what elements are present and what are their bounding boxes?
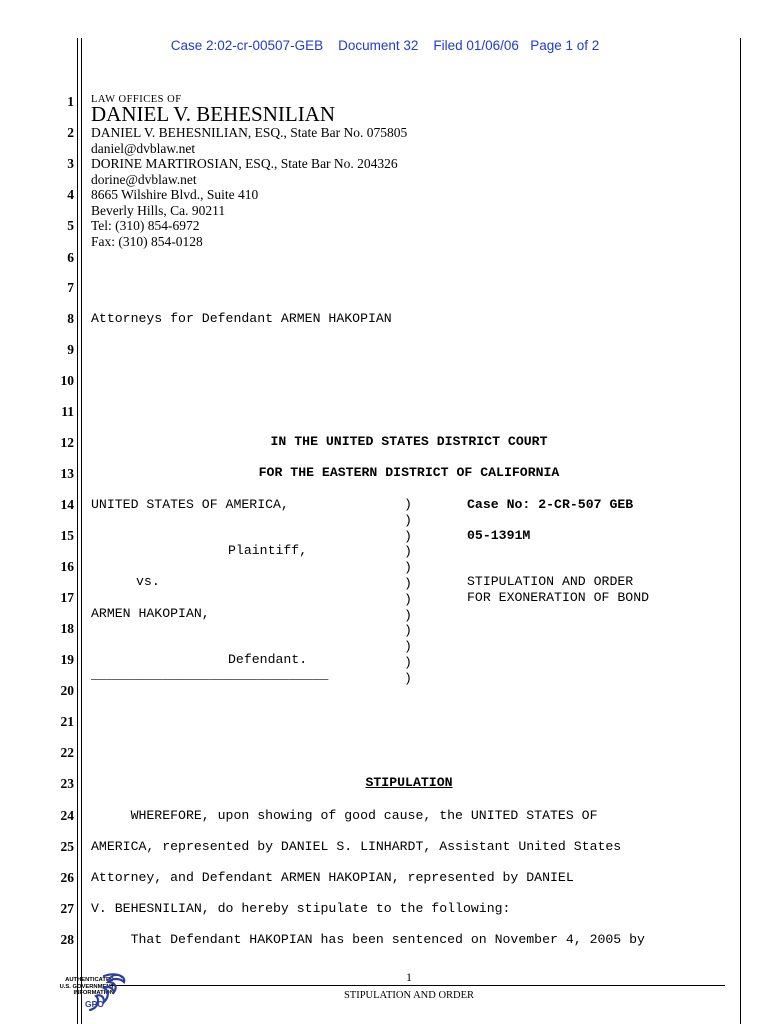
caption-paren: ): [404, 544, 412, 560]
line-number: 27: [60, 901, 74, 916]
body-line: WHEREFORE, upon showing of good cause, the UNITED STATES OF: [91, 808, 598, 823]
caption-paren: ): [404, 639, 412, 655]
caption-paren: ): [404, 623, 412, 639]
line-number: 5: [67, 218, 74, 233]
court-title-line2: FOR THE EASTERN DISTRICT OF CALIFORNIA: [258, 465, 560, 480]
caption-underline: ______________________________: [91, 667, 329, 682]
firm-line: Beverly Hills, Ca. 90211: [91, 203, 226, 218]
firm-line: DANIEL V. BEHESNILIAN, ESQ., State Bar No. 075805: [91, 125, 408, 140]
case-number-secondary: 05-1391M: [467, 528, 531, 543]
body-line: That Defendant HAKOPIAN has been sentenced on November 4, 2005 by: [91, 932, 645, 947]
footer-page-number: 1: [406, 970, 412, 984]
right-margin-rule: [740, 38, 741, 1024]
body-line: AMERICA, represented by DANIEL S. LINHARDT, Assistant United States: [91, 839, 622, 854]
logo-line: U.S. GOVERNMENT: [59, 983, 114, 990]
line-number: 26: [60, 870, 74, 885]
caption-defendant-role: Defendant.: [228, 652, 308, 667]
firm-label: LAW OFFICES OF: [91, 94, 182, 105]
line-number: 1: [67, 94, 74, 109]
caption-paren: ): [404, 560, 412, 576]
line-number: 18: [60, 621, 74, 636]
footer-title: STIPULATION AND ORDER: [343, 990, 475, 1001]
left-margin-rule-inner: [81, 38, 82, 1024]
line-number: 28: [60, 932, 74, 947]
line-number: 2: [67, 125, 74, 140]
line-number: 21: [60, 714, 74, 729]
line-number: 14: [60, 497, 74, 512]
line-number: 20: [60, 683, 74, 698]
caption-paren: ): [404, 591, 412, 607]
document-title-line1: STIPULATION AND ORDER: [467, 574, 634, 589]
case-number: Case No: 2-CR-507 GEB: [467, 497, 634, 512]
caption-paren: ): [404, 512, 412, 528]
line-number: 15: [60, 528, 74, 543]
caption-paren: ): [404, 528, 412, 544]
caption-paren: ): [404, 670, 412, 686]
line-number: 11: [61, 404, 74, 419]
line-number: 7: [67, 280, 74, 295]
case-header-stamp: Case 2:02-cr-00507-GEB Document 32 Filed 01/06/06 Page 1 of 2: [170, 38, 600, 53]
caption-paren: ): [404, 497, 412, 512]
firm-line: dorine@dvblaw.net: [91, 172, 197, 187]
logo-line: INFORMATION: [73, 990, 114, 996]
caption-paren: ): [404, 576, 412, 591]
line-number: 19: [60, 652, 74, 667]
line-number: 9: [67, 342, 74, 357]
line-number: 23: [60, 776, 74, 791]
caption-plaintiff-name: UNITED STATES OF AMERICA,: [91, 497, 289, 512]
left-margin-rule-outer: [77, 38, 78, 1024]
footer-rule: [110, 985, 725, 986]
caption-plaintiff-role: Plaintiff,: [228, 543, 308, 558]
firm-line: Fax: (310) 854-0128: [91, 234, 203, 249]
caption-paren: ): [404, 607, 412, 623]
line-number: 8: [67, 311, 74, 326]
firm-name: DANIEL V. BEHESNILIAN: [91, 102, 336, 126]
line-number: 16: [60, 559, 74, 574]
caption-paren: ): [404, 655, 412, 670]
body-line: V. BEHESNILIAN, do hereby stipulate to the following:: [91, 901, 511, 916]
stipulation-heading: STIPULATION: [365, 775, 453, 790]
line-number: 12: [60, 435, 74, 450]
body-line: Attorney, and Defendant ARMEN HAKOPIAN, represented by DANIEL: [91, 870, 574, 885]
firm-line: Tel: (310) 854-6972: [91, 218, 200, 233]
gpo-authentication-logo: [42, 972, 132, 1014]
line-number: 13: [60, 466, 74, 481]
caption-defendant-name: ARMEN HAKOPIAN,: [91, 606, 210, 621]
line-number: 10: [60, 373, 74, 388]
logo-line: AUTHENTICATED: [65, 977, 114, 983]
firm-line: DORINE MARTIROSIAN, ESQ., State Bar No. 204326: [91, 156, 398, 171]
line-number: 17: [60, 590, 74, 605]
line-number: 25: [60, 839, 74, 854]
line-number: 4: [67, 187, 74, 202]
caption-vs: vs.: [136, 574, 160, 589]
line-number: 24: [60, 808, 74, 823]
line-number: 22: [60, 745, 74, 760]
attorneys-for-line: Attorneys for Defendant ARMEN HAKOPIAN: [91, 311, 392, 326]
court-title-line1: IN THE UNITED STATES DISTRICT COURT: [270, 434, 548, 449]
document-title-line2: FOR EXONERATION OF BOND: [467, 590, 650, 605]
line-number: 3: [67, 156, 74, 171]
firm-line: daniel@dvblaw.net: [91, 141, 196, 156]
logo-mark: GPO: [85, 999, 104, 1009]
firm-line: 8665 Wilshire Blvd., Suite 410: [91, 187, 259, 202]
line-number: 6: [67, 250, 74, 265]
